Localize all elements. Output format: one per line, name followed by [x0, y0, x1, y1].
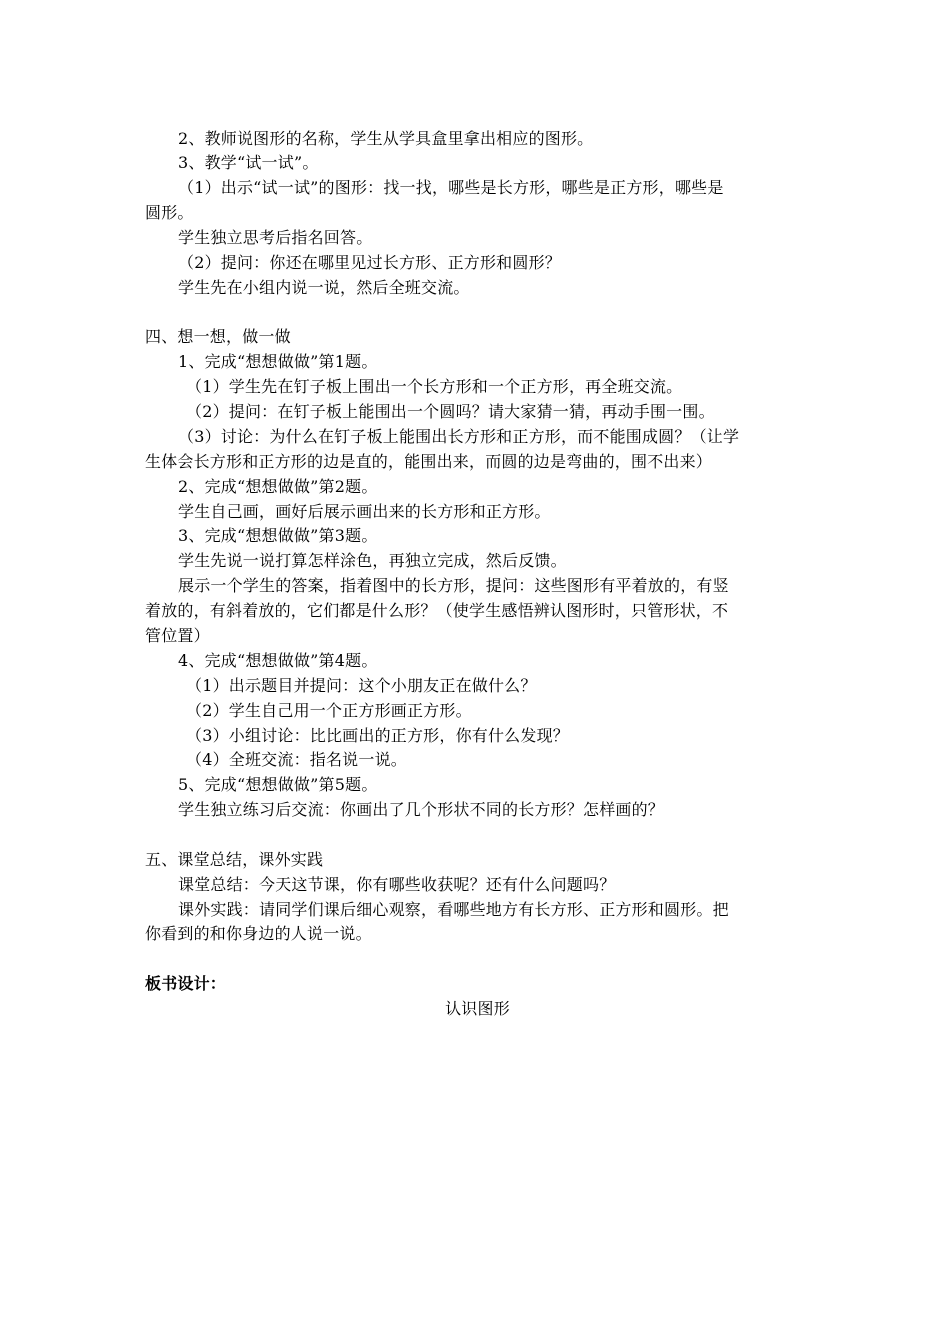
paragraph-line: 2、完成“想想做做”第2题。	[178, 477, 378, 496]
paragraph-line: 学生先在小组内说一说，然后全班交流。	[178, 278, 470, 297]
paragraph-line: 学生先说一说打算怎样涂色，再独立完成，然后反馈。	[178, 551, 567, 570]
paragraph-line: （3）讨论：为什么在钉子板上能围出长方形和正方形，而不能围成圆？（让学	[178, 427, 740, 446]
paragraph-line: 课外实践：请同学们课后细心观察，看哪些地方有长方形、正方形和圆形。把	[178, 900, 729, 919]
section-heading: 五、课堂总结，课外实践	[145, 850, 324, 869]
paragraph-line: （1）出示题目并提问：这个小朋友正在做什么？	[186, 676, 537, 695]
paragraph-line: 管位置）	[145, 626, 210, 645]
paragraph-line: 3、完成“想想做做”第3题。	[178, 526, 378, 545]
paragraph-line: 学生独立思考后指名回答。	[178, 228, 373, 247]
paragraph-line: 1、完成“想想做做”第1题。	[178, 352, 378, 371]
paragraph-line: 学生独立练习后交流：你画出了几个形状不同的长方形？怎样画的？	[178, 800, 665, 819]
paragraph-line: （2）提问：在钉子板上能围出一个圆吗？请大家猜一猜，再动手围一围。	[186, 402, 715, 421]
paragraph-line: （3）小组讨论：比比画出的正方形，你有什么发现？	[186, 726, 569, 745]
paragraph-line: 5、完成“想想做做”第5题。	[178, 775, 378, 794]
paragraph-line: 2、教师说图形的名称，学生从学具盒里拿出相应的图形。	[178, 129, 594, 148]
paragraph-line: 圆形。	[145, 203, 194, 222]
paragraph-line: 课堂总结：今天这节课，你有哪些收获呢？还有什么问题吗？	[178, 875, 616, 894]
paragraph-line: 你看到的和你身边的人说一说。	[145, 924, 372, 943]
paragraph-line: 着放的，有斜着放的，它们都是什么形？（使学生感悟辨认图形时，只管形状，不	[145, 601, 729, 620]
board-design-heading: 板书设计：	[145, 974, 227, 993]
section-heading: 四、想一想，做一做	[145, 327, 291, 346]
paragraph-line: 生体会长方形和正方形的边是直的，能围出来，而圆的边是弯曲的，围不出来）	[145, 452, 713, 471]
paragraph-line: （2）学生自己用一个正方形画正方形。	[186, 701, 472, 720]
paragraph-line: （1）学生先在钉子板上围出一个长方形和一个正方形，再全班交流。	[186, 377, 683, 396]
paragraph-line: （1）出示“试一试”的图形：找一找，哪些是长方形，哪些是正方形，哪些是	[178, 178, 724, 197]
board-title: 认识图形	[445, 999, 510, 1018]
paragraph-line: 4、完成“想想做做”第4题。	[178, 651, 378, 670]
paragraph-line: （2）提问：你还在哪里见过长方形、正方形和圆形？	[178, 253, 561, 272]
paragraph-line: 展示一个学生的答案，指着图中的长方形，提问：这些图形有平着放的，有竖	[178, 576, 729, 595]
paragraph-line: （4）全班交流：指名说一说。	[186, 750, 407, 769]
paragraph-line: 学生自己画，画好后展示画出来的长方形和正方形。	[178, 502, 551, 521]
paragraph-line: 3、教学“试一试”。	[178, 153, 319, 172]
